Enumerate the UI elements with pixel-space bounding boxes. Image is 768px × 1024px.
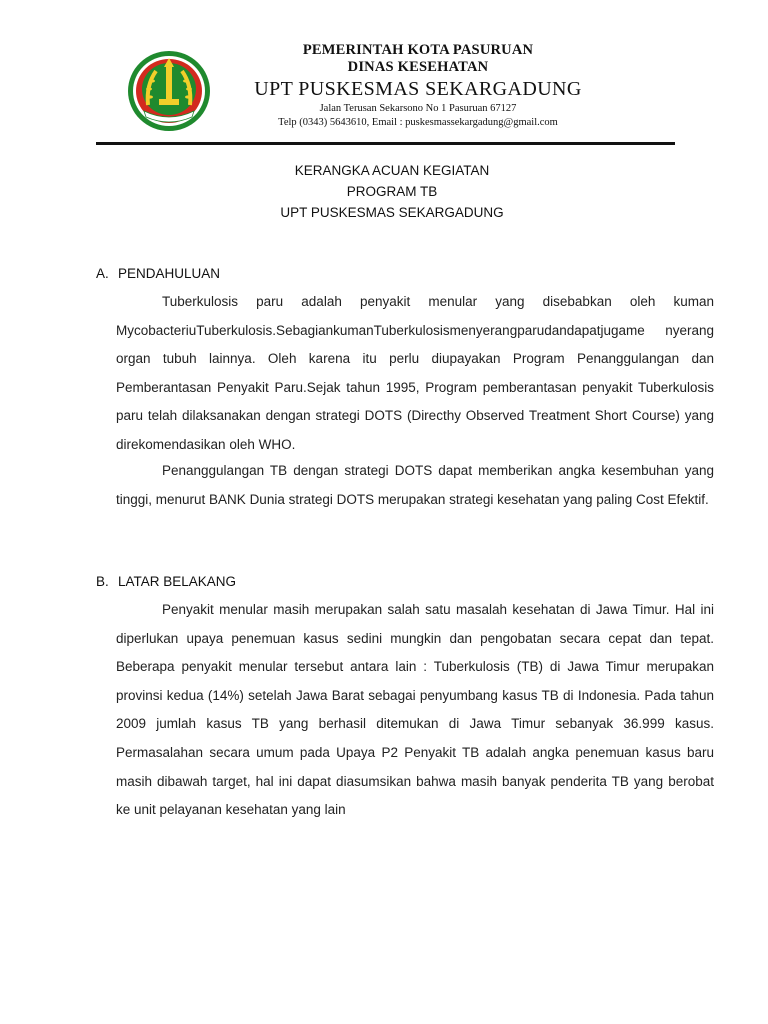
department-name: DINAS KESEHATAN — [347, 59, 489, 75]
section-a-paragraph-1: Tuberkulosis paru adalah penyakit menular yang disebabkan oleh kuman MycobacteriuTuberkulosis.SebagiankumanTuberkulosismenyerangparudandapatjugame nyerang organ tubuh lainnya. Oleh karena itu perlu diupayakan Program Penanggulangan dan Pemberantasan Penyakit Paru.Sejak tahun 1995, Program pemberantasan penyakit Tuberkulosis paru telah dilaksanakan dengan strategi DOTS (Directhy Observed Treatment Short Course) yang direkomendasikan oleh WHO. — [116, 294, 714, 452]
section-b-paragraph-1: Penyakit menular masih merupakan salah satu masalah kesehatan di Jawa Timur. Hal ini diperlukan upaya penemuan kasus sedini mungkin dan pengobatan secara cepat dan tepat. Beberapa penyakit menular tersebut antara lain : Tuberkulosis (TB) di Jawa Timur merupakan provinsi kedua (14%) setelah Jawa Barat sebagai penyumbang kasus TB di Indonesia. Pada tahun 2009 jumlah kasus TB yang berhasil ditemukan di Jawa Timur sebanyak 36.999 kasus. Permasalahan secara umum pada Upaya P2 Penyakit TB adalah angka penemuan kasus baru masih dibawah target, hal ini dapat diasumsikan bahwa masih banyak penderita TB yang berobat ke unit pelayanan kesehatan yang lain — [116, 602, 714, 818]
government-name: PEMERINTAH KOTA PASURUAN — [302, 42, 534, 58]
letterhead-divider — [96, 142, 675, 145]
organization-name: UPT PUSKESMAS SEKARGADUNG — [254, 78, 582, 100]
section-a-number: A. — [96, 266, 109, 281]
document-title — [0, 160, 768, 223]
letterhead-text — [218, 42, 618, 130]
letterhead — [0, 0, 768, 150]
section-b-number: B. — [96, 574, 109, 589]
section-b-heading — [96, 574, 236, 589]
title-line-3: UPT PUSKESMAS SEKARGADUNG — [280, 205, 504, 220]
section-a-paragraph-2: Penanggulangan TB dengan strategi DOTS dapat memberikan angka kesembuhan yang tinggi, menurut BANK Dunia strategi DOTS merupakan strategi kesehatan yang paling Cost Efektif. — [116, 463, 714, 507]
contact-line: Telp (0343) 5643610, Email : puskesmassekargadung@gmail.com — [278, 117, 558, 128]
pasuruan-city-emblem-icon — [126, 49, 212, 133]
section-a-heading — [96, 266, 220, 281]
address-line: Jalan Terusan Sekarsono No 1 Pasuruan 67127 — [319, 103, 517, 114]
title-line-2: PROGRAM TB — [346, 184, 438, 199]
title-line-1: KERANGKA ACUAN KEGIATAN — [294, 163, 490, 178]
section-b-title: LATAR BELAKANG — [118, 574, 237, 589]
section-a-title: PENDAHULUAN — [118, 266, 221, 281]
